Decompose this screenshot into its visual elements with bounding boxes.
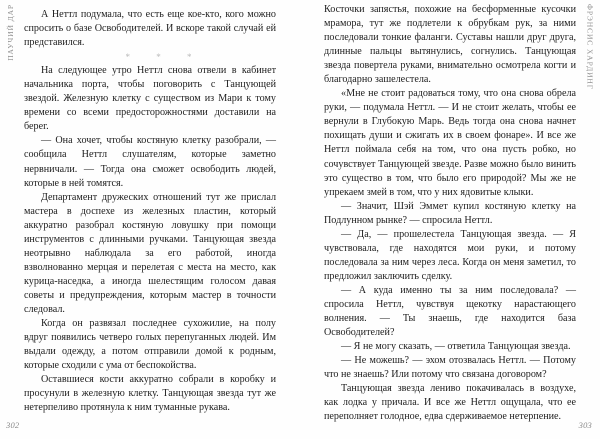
paragraph: — Я не могу сказать, — ответила Танцующая звезда.: [341, 341, 571, 353]
paragraph: Оставшиеся кости аккуратно собрали в коробку и просунули в железную клетку. Танцующая звезда тут же нетерпеливо протянула к ним туманные рукава.: [24, 374, 276, 414]
running-head-right: [580, 0, 600, 439]
paragraph: — Она хочет, чтобы костяную клетку разобрали, — сообщила Неттл слушателям, которые заметно нервничали. — Тогда она сможет освободить людей, которые в ней томятся.: [24, 135, 276, 189]
section-separator: * * *: [125, 52, 204, 63]
page-number-right: 303: [578, 420, 592, 430]
page-right-textblock: [324, 3, 576, 424]
paragraph: Танцующая звезда лениво покачивалась в воздухе, как лодка у причала. И все же Неттл ощущала, что ее переполняет голодное, едва сдерживаемое нетерпение.: [324, 383, 576, 423]
paragraph: «Мне не стоит радоваться тому, что она снова обрела руки, — подумала Неттл. — И не стоит желать, чтобы ее вернули в Глубокую Марь. Ведь тогда она снова начнет похищать души и сжигать их в своем фонаре». И все же Неттл поймала себя на том, что она пусть робко, но сочувствует Танцующей звезде. Разве можно было винить это существо в том, что было его природой? Мы же не упрекаем змей в том, что у них ядовитые клыки.: [324, 88, 576, 198]
page-number-left: 302: [6, 420, 20, 430]
paragraph: А Неттл подумала, что есть еще кое-кто, кого можно спросить о базе Освободителей. И вскоре такой случай ей представился.: [24, 9, 276, 49]
paragraph: Когда он развязал последнее сухожилие, на полу вдруг появились четверо голых перепуганных людей. Им выдали одежду, а потом отправили домой к родным, которые сходили с ума от беспокойства.: [24, 318, 276, 372]
page-right: [300, 0, 600, 439]
author-running-head: ФРЭНСИС ХАРДИНГ: [585, 4, 595, 90]
book-title-running-head: ПАУЧИЙ ДАР: [5, 4, 15, 61]
paragraph: На следующее утро Неттл снова отвели в кабинет начальника порта, чтобы поговорить с Танцующей звездой. Железную клетку с существом из Мари к тому времени со всеми предосторожностями доставили на берег.: [24, 65, 276, 133]
page-left-textblock: [24, 8, 276, 415]
paragraph: Косточки запястья, похожие на бесформенные кусочки мрамора, тут же подлетели к обрубкам рук, за ними последовали тонкие фаланги. Суставы нашли друг друга, длинные пальцы вытянулись, согнулись. Танцующая звезда повертела руками, внимательно осмотрела когти и благодарно зашелестела.: [324, 4, 576, 86]
paragraph: — А куда именно ты за ним последовала? — спросила Неттл, чувствуя щекотку нарастающего волнения. — Ты знаешь, где находится база Освободителей?: [324, 284, 576, 339]
paragraph: — Не можешь? — эхом отозвалась Неттл. — Потому что не знаешь? Или потому что связана договором?: [324, 355, 576, 381]
paragraph: — Значит, Шэй Эммет купил костяную клетку на Подлунном рынке? — спросила Неттл.: [324, 200, 576, 226]
paragraph: Департамент дружеских отношений тут же прислал мастера в доспехе из железных пластин, который аккуратно разобрал костяную ловушку при помощи инструментов с длинными ручками. Танцующая звезда неотрывно наблюдала за его работой, иногда взволнованно мерцая и перелетая с места на место, как курица-наседка, а иногда шелестящим голосом давая советы и предупреждения, которым мастер в точности следовал.: [24, 191, 276, 315]
paragraph: — Да, — прошелестела Танцующая звезда. — Я чувствовала, где находятся мои руки, и потому последовала за ним через леса. Когда он меня заметил, то предложил заключить сделку.: [324, 228, 576, 282]
